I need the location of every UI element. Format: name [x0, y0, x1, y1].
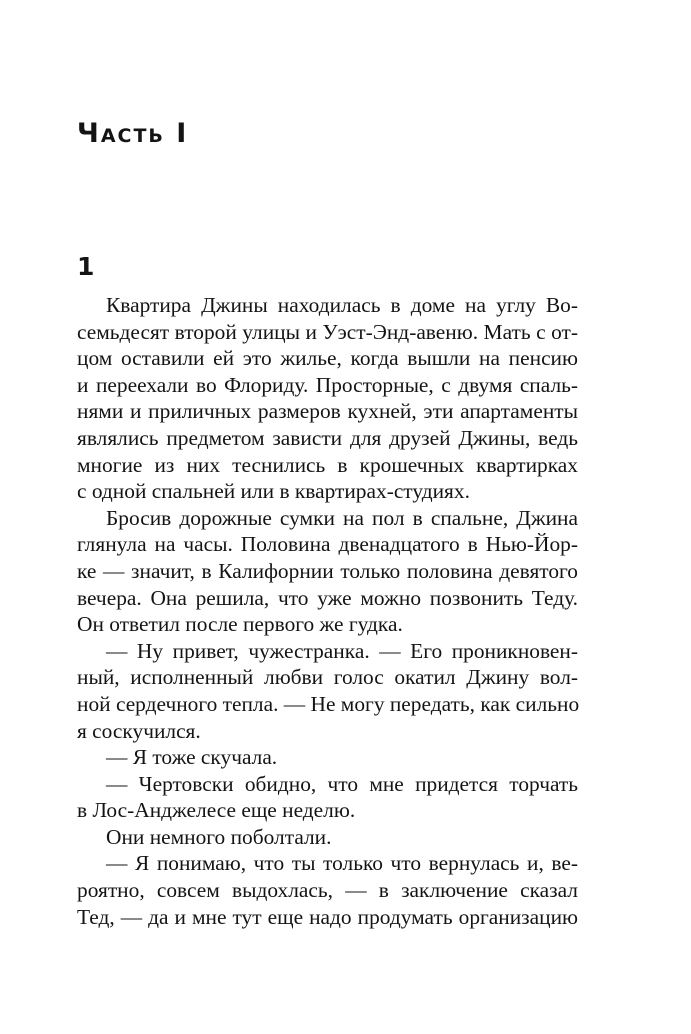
- text-line: Квартира Джины находилась в доме на углу Во-: [106, 293, 578, 317]
- text-line: ке — значит, в Калифорнии только половина девятого: [77, 558, 578, 583]
- text-line: — Я тоже скучала.: [106, 745, 278, 770]
- text-line: Бросив дорожные сумки на пол в спальне, Джина: [106, 505, 578, 530]
- text-line: ной сердечного тепла. — Не могу передать, как сильно: [77, 691, 580, 716]
- text-line: Они немного поболтали.: [106, 824, 332, 849]
- text-line: ный, исполненный любви голос окатил Джину вол-: [77, 665, 578, 690]
- text-line: и переехали во Флориду. Просторные, с двумя спаль-: [77, 372, 578, 397]
- text-line: Тед, — да и мне тут еще надо продумать организацию: [77, 904, 578, 929]
- text-line: цом оставили ей это жилье, когда вышли на пенсию: [77, 346, 578, 371]
- text-line: — Чертовски обидно, что мне придется торчать: [106, 771, 578, 796]
- text-line: нями и приличных размеров кухней, эти апартаменты: [77, 399, 578, 424]
- part-title: Часть I: [77, 118, 189, 149]
- text-line: являлись предметом зависти для друзей Джины, ведь: [77, 425, 578, 450]
- text-line: с одной спальней или в квартирах-студиях.: [77, 479, 470, 504]
- text-line: — Я понимаю, что ты только что вернулась и, ве-: [106, 851, 578, 876]
- text-line: роятно, совсем выдохлась, — в заключение сказал: [77, 878, 578, 903]
- text-line: вечера. Она решила, что уже можно позвонить Теду.: [77, 585, 578, 610]
- text-line: многие из них теснились в крошечных квартирках: [77, 452, 578, 477]
- text-line: я соскучился.: [77, 718, 201, 743]
- text-line: Он ответил после первого же гудка.: [77, 612, 403, 637]
- chapter-number: 1: [77, 252, 95, 281]
- text-line: глянула на часы. Половина двенадцатого в Нью-Йор-: [77, 532, 578, 557]
- text-line: в Лос-Анджелесе еще неделю.: [77, 798, 356, 823]
- text-line: семьдесят второй улицы и Уэст-Энд-авеню. Мать с от-: [77, 319, 578, 344]
- text-line: — Ну привет, чужестранка. — Его проникновен-: [106, 638, 578, 663]
- body-text: [77, 292, 578, 930]
